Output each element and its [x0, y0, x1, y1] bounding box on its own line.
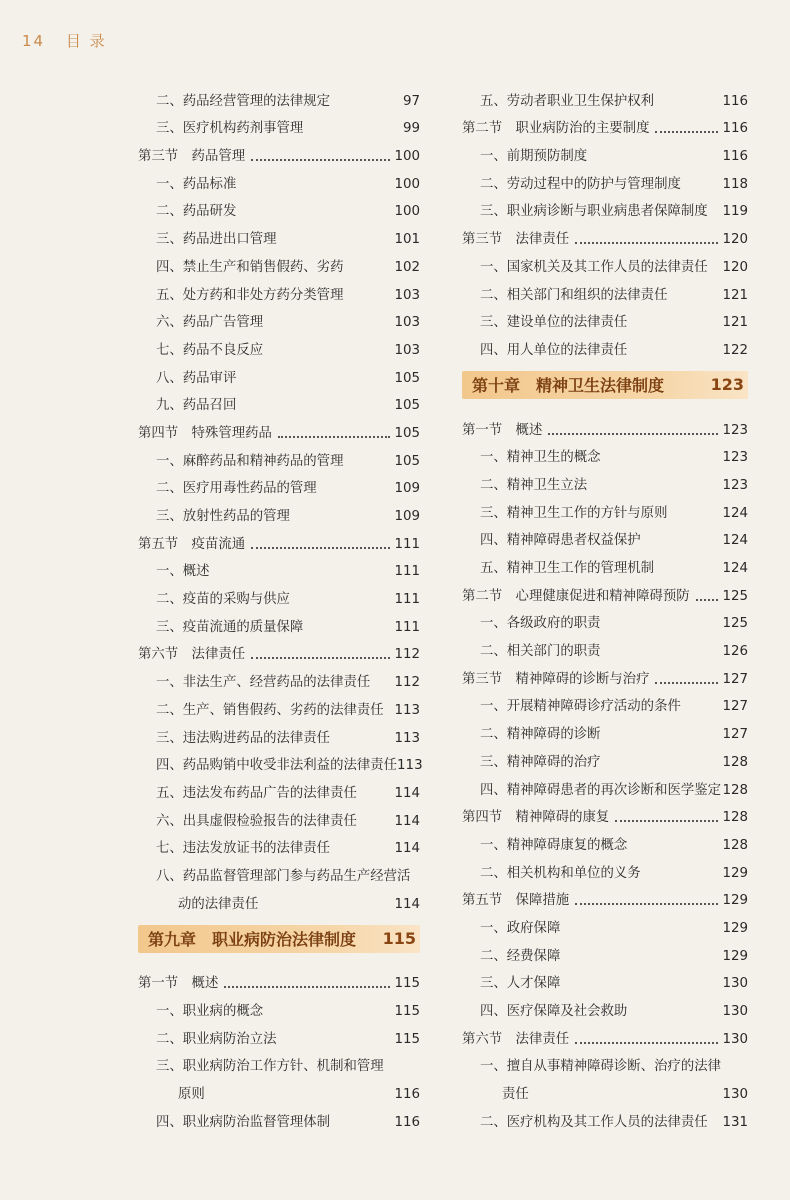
toc-entry-title: 七、药品不良反应 [156, 342, 264, 358]
toc-entry-title: 第六节 法律责任 [462, 1031, 570, 1047]
dot-leader [251, 159, 390, 161]
toc-page-number: 112 [394, 675, 420, 691]
dot-leader [655, 131, 718, 133]
toc-page-number: 121 [722, 287, 748, 303]
dot-leader [696, 599, 719, 601]
toc-page-number: 105 [394, 425, 420, 441]
toc-page-number: 103 [394, 287, 420, 303]
toc-entry-title: 二、相关部门和组织的法律责任 [480, 287, 668, 303]
toc-entry-title: 二、医疗用毒性药品的管理 [156, 481, 317, 497]
toc-page-number: 123 [722, 422, 748, 438]
toc-entry-title: 二、劳动过程中的防护与管理制度 [480, 176, 681, 192]
toc-page-number: 130 [722, 1031, 748, 1047]
toc-entry-title: 二、生产、销售假药、劣药的法律责任 [156, 702, 384, 718]
toc-entry-title: 四、医疗保障及社会救助 [480, 1004, 628, 1019]
toc-section-entry[interactable] [462, 799, 748, 827]
toc-entry[interactable] [138, 830, 420, 858]
toc-page-number: 114 [394, 813, 420, 829]
toc-entry[interactable] [462, 193, 748, 221]
toc-entry-title: 原则 [178, 1087, 205, 1103]
toc-page-number: 100 [394, 176, 420, 192]
toc-page-number: 126 [722, 644, 748, 660]
toc-entry[interactable] [462, 1048, 748, 1076]
toc-entry[interactable] [462, 1103, 748, 1131]
toc-entry-title: 一、开展精神障碍诊疗活动的条件 [480, 699, 681, 715]
toc-entry[interactable] [138, 1048, 420, 1076]
toc-entry-title: 第三节 药品管理 [138, 149, 246, 165]
toc-entry-title: 六、出具虚假检验报告的法律责任 [156, 813, 357, 829]
toc-entry-title: 责任 [502, 1087, 529, 1103]
toc-entry[interactable] [462, 1075, 748, 1103]
dot-leader [575, 903, 718, 905]
toc-entry[interactable] [462, 771, 748, 799]
toc-entry[interactable] [138, 442, 420, 470]
toc-entry[interactable] [462, 965, 748, 993]
toc-right-column [462, 82, 748, 1131]
toc-entry[interactable] [138, 331, 420, 359]
toc-page-number: 113 [397, 758, 423, 774]
toc-entry[interactable] [138, 359, 420, 387]
toc-page-number: 127 [722, 671, 748, 687]
toc-page-number: 129 [722, 948, 748, 964]
toc-entry[interactable] [462, 909, 748, 937]
toc-page-number: 109 [394, 509, 420, 524]
toc-entry[interactable] [462, 715, 748, 743]
toc-entry-title: 八、药品审评 [156, 370, 237, 386]
toc-entry[interactable] [138, 193, 420, 221]
toc-page-number: 122 [722, 342, 748, 358]
toc-entry[interactable] [138, 497, 420, 525]
toc-section-entry[interactable] [462, 220, 748, 248]
toc-page-number: 115 [394, 976, 420, 992]
toc-entry-title: 二、精神卫生立法 [480, 477, 588, 493]
toc-entry[interactable] [462, 331, 748, 359]
toc-page-number: 116 [722, 121, 748, 137]
toc-page-number: 111 [394, 564, 420, 580]
chapter-title: 第九章 职业病防治法律制度 [148, 930, 357, 950]
toc-entry-title: 第六节 法律责任 [138, 647, 246, 663]
toc-entry-title: 一、国家机关及其工作人员的法律责任 [480, 259, 708, 275]
toc-entry-title: 第五节 疫苗流通 [138, 536, 246, 552]
toc-entry-title: 二、职业病防治立法 [156, 1031, 277, 1047]
dot-leader [278, 436, 391, 438]
toc-entry-title: 二、药品研发 [156, 204, 237, 220]
toc-entry-title: 五、劳动者职业卫生保护权利 [480, 93, 655, 109]
toc-entry[interactable] [462, 494, 748, 522]
toc-entry-title: 四、职业病防治监督管理体制 [156, 1114, 331, 1130]
toc-entry[interactable] [462, 632, 748, 660]
toc-entry-title: 四、禁止生产和销售假药、劣药 [156, 259, 344, 275]
chapter-heading[interactable] [138, 925, 420, 953]
toc-page-number: 113 [394, 730, 420, 746]
toc-entry[interactable] [462, 605, 748, 633]
toc-page-number: 100 [394, 149, 420, 165]
toc-entry[interactable] [462, 688, 748, 716]
toc-page-number: 102 [394, 259, 420, 275]
toc-entry-title: 三、药品进出口管理 [156, 232, 277, 248]
toc-page-number: 129 [722, 893, 748, 909]
toc-entry[interactable] [138, 220, 420, 248]
toc-entry-title: 一、政府保障 [480, 920, 561, 936]
toc-entry-title: 三、疫苗流通的质量保障 [156, 619, 304, 635]
toc-entry[interactable] [138, 387, 420, 415]
toc-page-number: 112 [394, 647, 420, 663]
dot-leader [251, 547, 390, 549]
toc-entry-title: 一、精神障碍康复的概念 [480, 837, 628, 853]
toc-page-number: 127 [722, 699, 748, 715]
toc-page-number: 124 [722, 533, 748, 549]
page-header-title: 目 录 [65, 32, 107, 50]
toc-page-number: 105 [394, 398, 420, 414]
toc-entry-title: 六、药品广告管理 [156, 315, 264, 331]
toc-page-number: 103 [394, 315, 420, 331]
toc-page-number: 116 [394, 1114, 420, 1130]
toc-entry-title: 五、精神卫生工作的管理机制 [480, 561, 655, 576]
toc-entry[interactable] [462, 82, 748, 110]
toc-page-number: 125 [722, 588, 748, 604]
toc-page-number: 128 [722, 837, 748, 853]
toc-entry[interactable] [138, 580, 420, 608]
toc-entry-title: 四、精神障碍患者的再次诊断和医学鉴定 [480, 782, 722, 798]
toc-section-entry[interactable] [138, 965, 420, 993]
toc-entry-title: 第二节 职业病防治的主要制度 [462, 121, 650, 137]
toc-entry-title: 七、违法发放证书的法律责任 [156, 841, 331, 857]
toc-page-number: 124 [722, 505, 748, 521]
toc-section-entry[interactable] [138, 414, 420, 442]
toc-entry[interactable] [138, 774, 420, 802]
toc-entry[interactable] [138, 82, 420, 110]
toc-page-number: 123 [722, 477, 748, 493]
toc-page-number: 115 [394, 1004, 420, 1019]
dot-leader [615, 820, 718, 822]
chapter-title: 第十章 精神卫生法律制度 [472, 376, 665, 396]
toc-entry-title: 第三节 精神障碍的诊断与治疗 [462, 671, 650, 687]
toc-section-entry[interactable] [462, 882, 748, 910]
toc-page-number: 121 [722, 315, 748, 331]
toc-entry[interactable] [462, 466, 748, 494]
toc-page-number: 114 [394, 896, 420, 912]
toc-entry-title: 三、违法购进药品的法律责任 [156, 730, 331, 746]
toc-entry-title: 四、精神障碍患者权益保护 [480, 533, 641, 549]
dot-leader [548, 433, 718, 435]
toc-entry-title: 动的法律责任 [178, 896, 259, 912]
dot-leader [575, 1042, 718, 1044]
dot-leader [224, 986, 390, 988]
toc-page-number: 130 [722, 1004, 748, 1019]
toc-section-entry[interactable] [138, 525, 420, 553]
toc-entry-title: 第一节 概述 [462, 422, 543, 438]
toc-entry[interactable] [462, 439, 748, 467]
chapter-page-number: 115 [382, 929, 416, 949]
toc-entry-title: 一、非法生产、经营药品的法律责任 [156, 675, 371, 691]
toc-section-entry[interactable] [138, 137, 420, 165]
toc-entry[interactable] [138, 663, 420, 691]
toc-entry-title: 二、药品经营管理的法律规定 [156, 93, 331, 109]
toc-entry[interactable] [138, 1075, 420, 1103]
toc-entry[interactable] [462, 276, 748, 304]
toc-page-number: 130 [722, 1087, 748, 1103]
toc-page-number: 120 [722, 232, 748, 248]
chapter-page-number: 123 [710, 375, 744, 395]
toc-page-number: 125 [722, 616, 748, 632]
toc-entry[interactable] [138, 802, 420, 830]
page-header [22, 30, 107, 51]
toc-page-number: 116 [722, 149, 748, 165]
toc-entry[interactable] [138, 857, 420, 885]
toc-entry[interactable] [138, 248, 420, 276]
toc-entry-title: 第四节 精神障碍的康复 [462, 810, 610, 826]
toc-entry-title: 三、医疗机构药剂事管理 [156, 121, 304, 137]
toc-entry-title: 四、用人单位的法律责任 [480, 342, 628, 358]
toc-entry[interactable] [462, 522, 748, 550]
toc-entry-title: 第四节 特殊管理药品 [138, 425, 272, 441]
toc-entry-title: 一、麻醉药品和精神药品的管理 [156, 453, 344, 469]
toc-section-entry[interactable] [462, 577, 748, 605]
toc-entry[interactable] [138, 165, 420, 193]
toc-entry-title: 一、精神卫生的概念 [480, 450, 601, 466]
toc-entry[interactable] [138, 304, 420, 332]
toc-entry[interactable] [138, 608, 420, 636]
toc-entry-title: 第二节 心理健康促进和精神障碍预防 [462, 588, 690, 604]
toc-section-entry[interactable] [462, 1020, 748, 1048]
toc-entry-title: 一、药品标准 [156, 176, 237, 192]
toc-entry-title: 三、职业病防治工作方针、机制和管理 [156, 1059, 384, 1075]
toc-page-number: 111 [394, 619, 420, 635]
toc-page-number: 127 [722, 727, 748, 743]
toc-entry[interactable] [462, 165, 748, 193]
toc-left-column [138, 82, 423, 1131]
toc-entry-title: 四、药品购销中收受非法利益的法律责任 [156, 758, 398, 774]
toc-page-number: 124 [722, 561, 748, 576]
toc-page-number: 119 [722, 204, 748, 220]
toc-entry[interactable] [462, 549, 748, 577]
toc-page-number: 129 [722, 920, 748, 936]
toc-page-number: 100 [394, 204, 420, 220]
toc-entry-title: 三、放射性药品的管理 [156, 509, 290, 524]
toc-entry[interactable] [138, 992, 420, 1020]
toc-entry-title: 第一节 概述 [138, 976, 219, 992]
toc-entry-title: 三、建设单位的法律责任 [480, 315, 628, 331]
toc-entry[interactable] [138, 691, 420, 719]
toc-entry-title: 三、精神障碍的治疗 [480, 754, 601, 770]
toc-page-number: 116 [722, 93, 748, 109]
toc-page-number: 131 [722, 1114, 748, 1130]
toc-page-number: 111 [394, 592, 420, 608]
toc-entry-title: 三、人才保障 [480, 976, 561, 992]
dot-leader [655, 682, 718, 684]
toc-section-entry[interactable] [462, 660, 748, 688]
toc-entry[interactable] [462, 826, 748, 854]
toc-page-number: 105 [394, 453, 420, 469]
toc-page-number: 128 [722, 754, 748, 770]
toc-page-number: 128 [722, 782, 748, 798]
toc-page-number: 118 [722, 176, 748, 192]
toc-page-number: 130 [722, 976, 748, 992]
toc-entry[interactable] [462, 304, 748, 332]
toc-page-number: 113 [394, 702, 420, 718]
toc-entry-title: 二、经费保障 [480, 948, 561, 964]
toc-entry-title: 三、职业病诊断与职业病患者保障制度 [480, 204, 708, 220]
toc-entry[interactable] [462, 937, 748, 965]
toc-entry[interactable] [462, 992, 748, 1020]
toc-entry[interactable] [138, 747, 423, 775]
toc-page-number: 123 [722, 450, 748, 466]
toc-page-number: 116 [394, 1087, 420, 1103]
toc-entry[interactable] [138, 470, 420, 498]
toc-entry-title: 一、擅自从事精神障碍诊断、治疗的法律 [480, 1059, 722, 1075]
toc-entry-title: 二、相关机构和单位的义务 [480, 865, 641, 881]
toc-section-entry[interactable] [138, 636, 420, 664]
toc-page-number: 115 [394, 1031, 420, 1047]
toc-entry-title: 一、职业病的概念 [156, 1004, 264, 1019]
toc-page-number: 97 [402, 93, 420, 109]
toc-page-number: 111 [394, 536, 420, 552]
toc-entry[interactable] [138, 110, 420, 138]
toc-entry[interactable] [462, 743, 748, 771]
toc-page-number: 103 [394, 342, 420, 358]
toc-entry-title: 二、医疗机构及其工作人员的法律责任 [480, 1114, 708, 1130]
toc-entry[interactable] [138, 719, 420, 747]
dot-leader [575, 242, 718, 244]
toc-entry[interactable] [462, 137, 748, 165]
toc-entry[interactable] [462, 248, 748, 276]
toc-page-number: 114 [394, 785, 420, 801]
page-number: 14 [22, 32, 46, 50]
toc-entry[interactable] [138, 1103, 420, 1131]
toc-section-entry[interactable] [462, 411, 748, 439]
toc-entry-title: 第三节 法律责任 [462, 232, 570, 248]
dot-leader [251, 657, 390, 659]
toc-entry[interactable] [138, 276, 420, 304]
toc-entry-title: 五、处方药和非处方药分类管理 [156, 287, 344, 303]
toc-entry-title: 五、违法发布药品广告的法律责任 [156, 785, 357, 801]
toc-entry-title: 二、精神障碍的诊断 [480, 727, 601, 743]
toc-page-number: 105 [394, 370, 420, 386]
toc-entry[interactable] [462, 854, 748, 882]
toc-entry-title: 二、疫苗的采购与供应 [156, 592, 290, 608]
toc-page-number: 114 [394, 841, 420, 857]
toc-entry[interactable] [138, 553, 420, 581]
toc-entry-title: 第五节 保障措施 [462, 893, 570, 909]
toc-entry-title: 八、药品监督管理部门参与药品生产经营活 [156, 868, 411, 884]
toc-entry-title: 三、精神卫生工作的方针与原则 [480, 505, 668, 521]
toc-entry-title: 二、相关部门的职责 [480, 644, 601, 660]
toc-entry-title: 一、各级政府的职责 [480, 616, 601, 632]
toc-entry-title: 一、前期预防制度 [480, 149, 588, 165]
toc-page-number: 128 [722, 810, 748, 826]
toc-entry-title: 九、药品召回 [156, 398, 237, 414]
toc-page-number: 129 [722, 865, 748, 881]
toc-entry[interactable] [138, 1020, 420, 1048]
toc-page-number: 99 [402, 121, 420, 137]
chapter-heading[interactable] [462, 371, 748, 399]
toc-page-number: 120 [722, 259, 748, 275]
toc-page-number: 109 [394, 481, 420, 497]
toc-entry[interactable] [138, 885, 420, 913]
toc-page-number: 101 [394, 232, 420, 248]
toc-section-entry[interactable] [462, 110, 748, 138]
toc-entry-title: 一、概述 [156, 564, 210, 580]
